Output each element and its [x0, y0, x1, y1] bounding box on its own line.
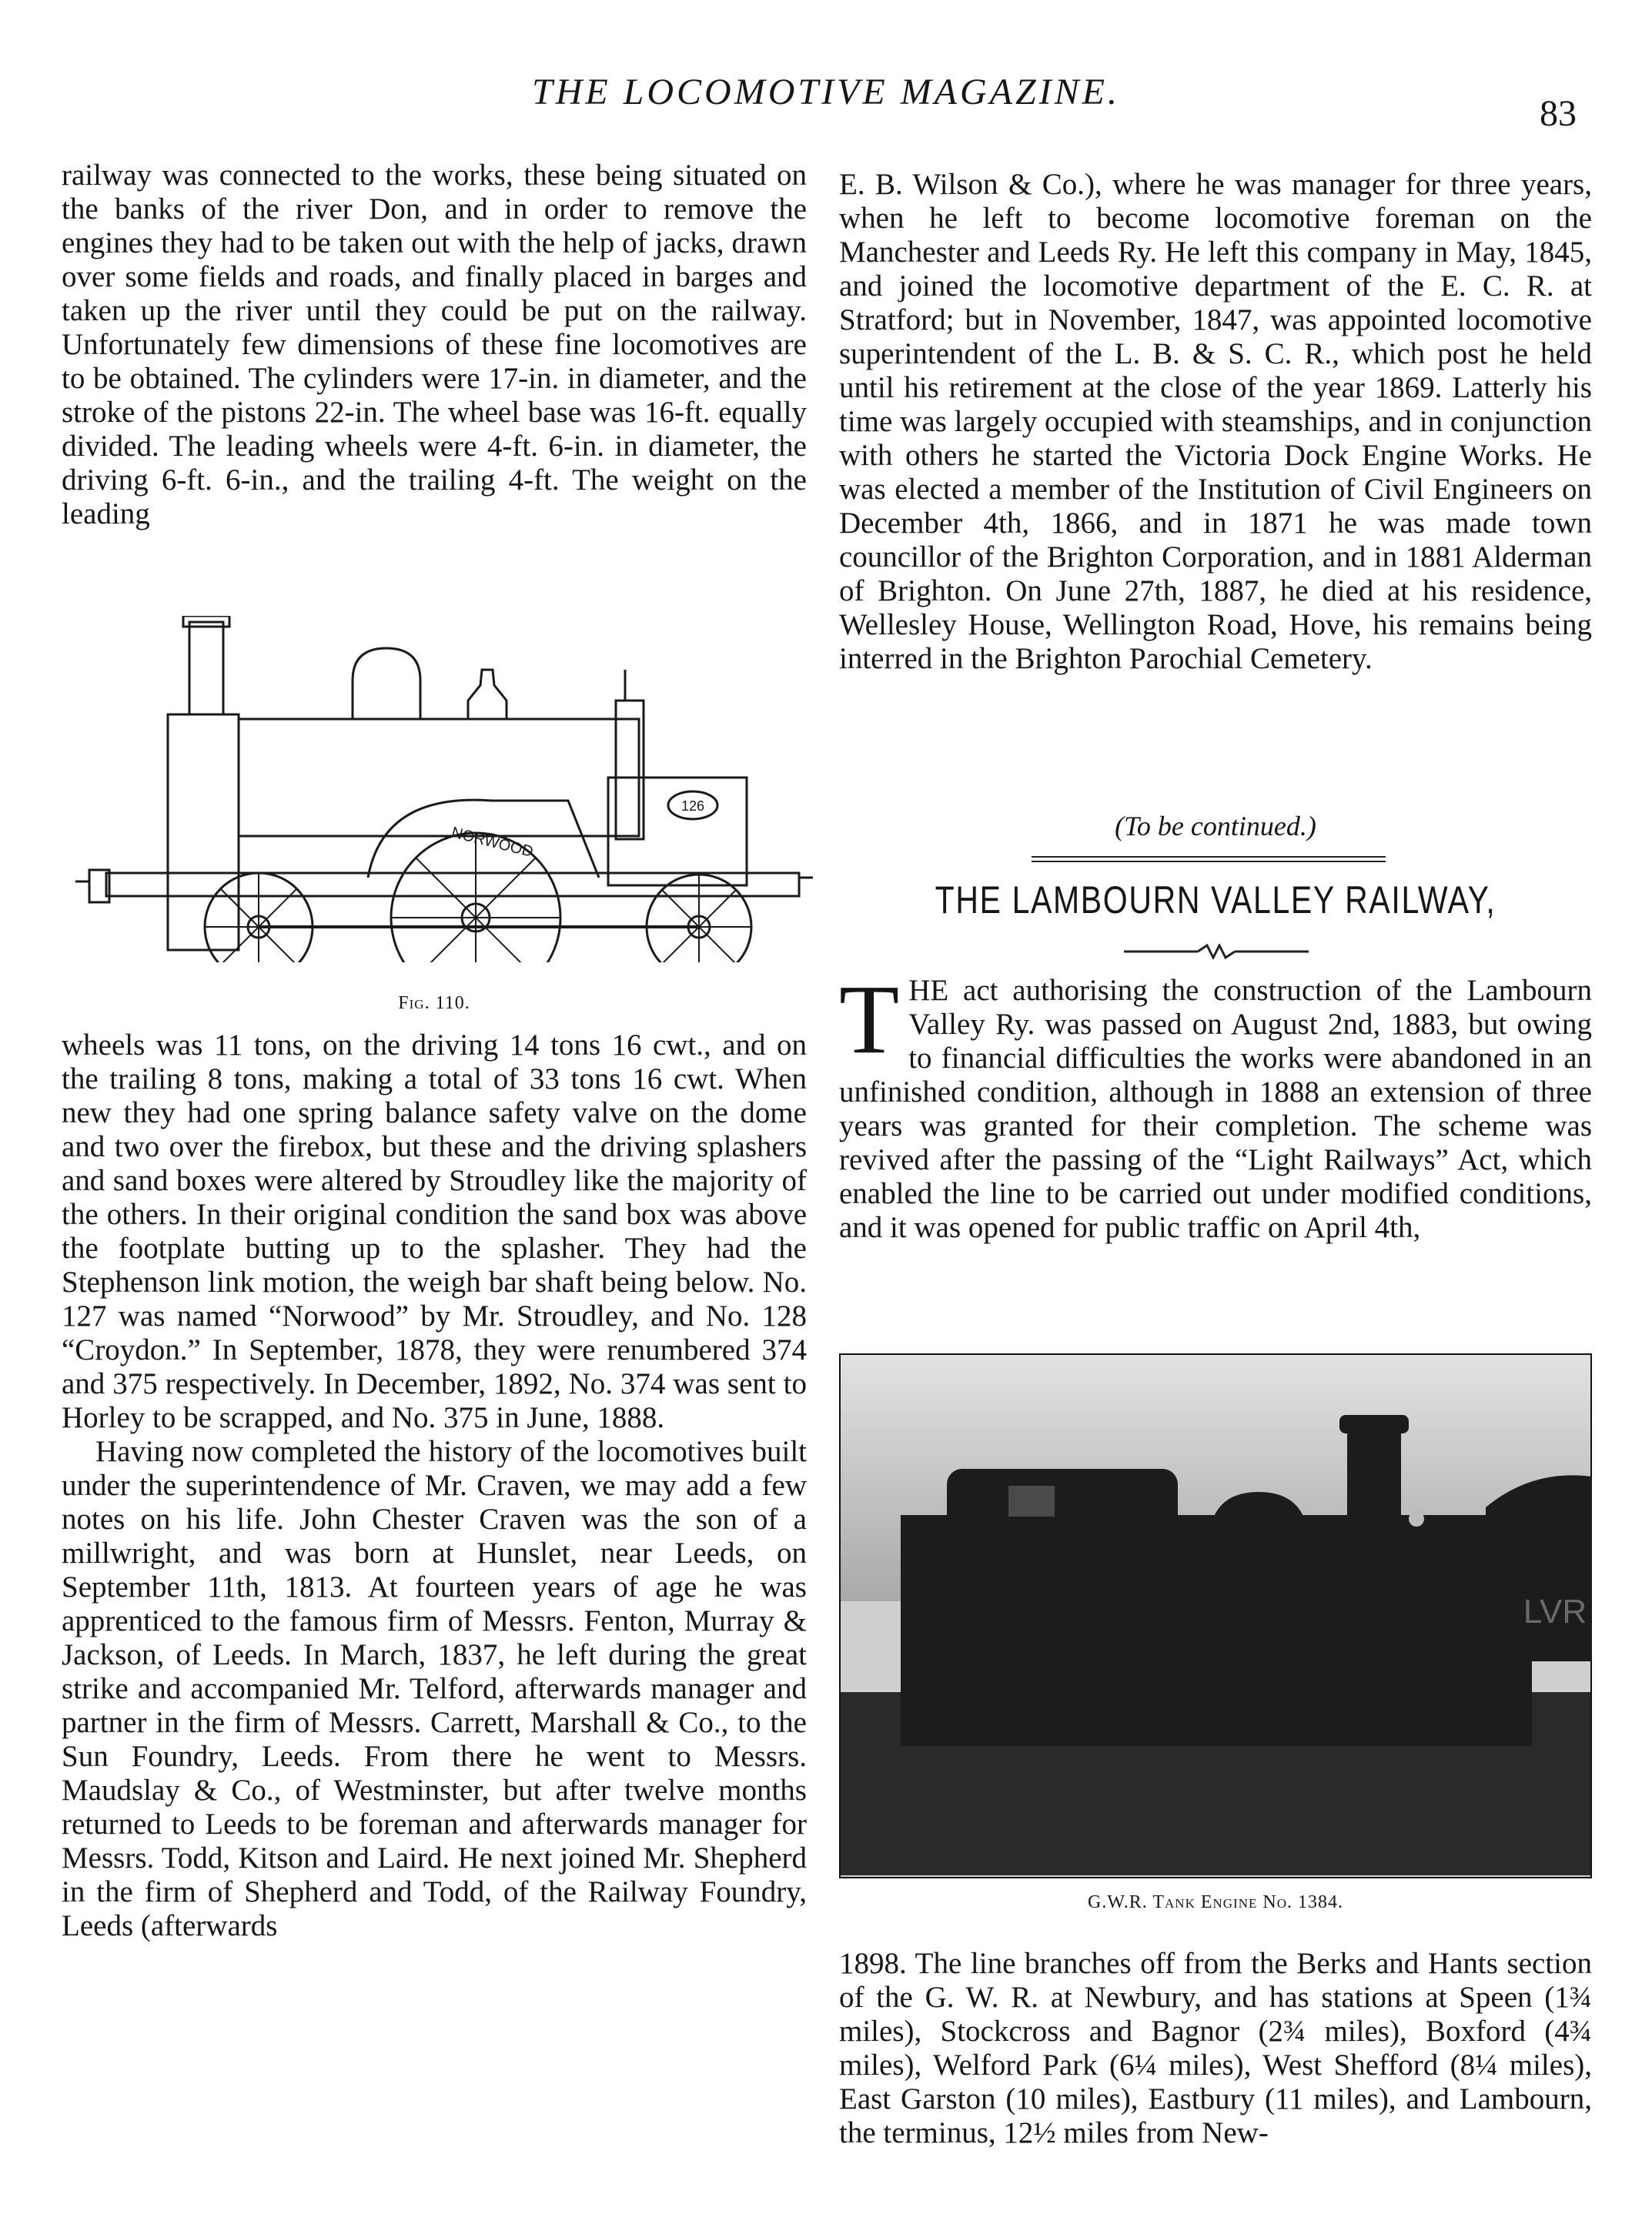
tender-right	[1486, 1475, 1592, 1661]
chimney-photo	[1347, 1423, 1401, 1554]
right-column	[839, 168, 1592, 676]
paragraph-weights: wheels was 11 tons, on the driving 14 tons 16 cwt., and on the trailing 8 tons, making a total of 33 tons 16 cwt. When new they had one spring balance safety valve on the dome and two over the firebox, but these and the driving splashers and sand boxes were altered by Stroudley like the majority of the others. In their original condition the sand box was above the footplate butting up to the splasher. They had the Stephenson link motion, the weigh bar shaft being below. No. 127 was named “Norwood” by Mr. Stroudley, and No. 128 “Croydon.” In September, 1878, they were renumbered 374 and 375 respectively. In December, 1892, No. 374 was sent to Horley to be scrapped, and No. 375 in June, 1888.	[62, 1029, 807, 1434]
dome	[353, 648, 420, 719]
paragraph-lambourn-stations: 1898. The line branches off from the Berks and Hants section of the G. W. R. at Newbury, and has stations at Speen (1¾ miles), Stockcross and Bagnor (2¾ miles), Boxford (4¾ miles), Welford Park (6¼ miles), West Shefford (8¼ miles), East Garston (10 miles), Eastbury (11 miles), and Lambourn, the terminus, 12½ miles from New-	[839, 1947, 1592, 2149]
lambourn-stations	[839, 1947, 1592, 2150]
figure-110-caption: Fig. 110.	[398, 993, 470, 1013]
photo-gwr-tank-engine	[839, 1353, 1592, 1878]
paragraph-works-removal: railway was connected to the works, these being situated on the banks of the river Don, and in order to remove the engines they had to be taken out with the help of jacks, drawn over some fields and roads, and finally placed in barges and taken up the river until they could be put on the railway. Unfortunately few dimensions of these fine locomotives are to be obtained. The cylinders were 17-in. in diameter, and the stroke of the pistons 22-in. The wheel base was 16-ft. equally divided. The leading wheels were 4-ft. 6-in. in diameter, the driving 6-ft. 6-in., and the trailing 4-ft. The weight on the leading	[62, 159, 807, 530]
to-be-continued: (To be continued.)	[1115, 811, 1316, 841]
section-divider-second	[1032, 861, 1386, 862]
engine-name-plate: NORWOOD	[450, 824, 535, 861]
page-number: 83	[1540, 93, 1577, 134]
page-title: THE LOCOMOTIVE MAGAZINE.	[532, 72, 1120, 112]
paragraph-lambourn-act: HE act authorising the construction of the Lambourn Valley Ry. was passed on August 2nd, 1883, but owing to financial difficulties the works were abandoned in an unfinished condition, although in 1888 an extension of three years was granted for their completion. The scheme was revived after the passing of the “Light Railways” Act, which enabled the line to be carried out under modified conditions, and it was opened for public traffic on April 4th,	[839, 974, 1592, 1244]
chimney	[189, 622, 223, 714]
cab	[947, 1469, 1178, 1538]
drop-cap: T	[839, 965, 900, 1074]
section-divider	[1032, 856, 1386, 858]
title-ornament	[1124, 944, 1309, 959]
boiler	[239, 719, 639, 836]
loco-body	[901, 1515, 1532, 1746]
safety-valve	[468, 670, 507, 719]
paragraph-craven-career: E. B. Wilson & Co.), where he was manager for three years, when he left to become locomotive foreman on the Manchester and Leeds Ry. He left this company in May, 1845, and joined the locomotive department of the E. C. R. at Stratford; but in November, 1847, was appointed locomotive superintendent of the L. B. & S. C. R., which post he held until his retirement at the close of the year 1869. Latterly his time was largely occupied with steamships, and in conjunction with others he started the Victoria Dock Engine Works. He was elected a member of the Institution of Civil Engineers on December 4th, 1866, and in 1871 he was made town councillor of the Brighton Corporation, and in 1881 Alderman of Brighton. On June 27th, 1887, he died at his residence, Wellesley House, Wellington Road, Hove, his remains being interred in the Brighton Parochial Cemetery.	[839, 168, 1592, 675]
figure-110-locomotive-drawing	[60, 616, 814, 962]
lambourn-intro	[839, 965, 1592, 1245]
tender-lettering: LVR	[1523, 1593, 1587, 1631]
smokebox	[168, 714, 239, 950]
photo-caption: G.W.R. Tank Engine No. 1384.	[1088, 1892, 1343, 1912]
section-title: THE LAMBOURN VALLEY RAILWAY,	[935, 878, 1496, 922]
left-column-lower	[62, 1029, 807, 1943]
engine-number: 126	[681, 798, 705, 814]
paragraph-craven-biography: Having now completed the history of the locomotives built under the superintendence of Mr. Craven, we may add a few notes on his life. John Chester Craven was the son of a millwright, and was born at Hunslet, near Leeds, on September 11th, 1813. At fourteen years of age he was apprenticed to the famous firm of Messrs. Fenton, Murray & Jackson, of Leeds. In March, 1837, he left during the great strike and accompanied Mr. Telford, afterwards manager and partner in the firm of Messrs. Carrett, Marshall & Co., to the Sun Foundry, Leeds. From there he went to Messrs. Maudslay & Co., of Westminster, but after twelve months returned to Leeds to be foreman and afterwards manager for Messrs. Todd, Kitson and Laird. He next joined Mr. Shepherd in the firm of Shepherd and Todd, of the Railway Foundry, Leeds (afterwards	[62, 1435, 807, 1942]
left-column	[62, 159, 807, 531]
